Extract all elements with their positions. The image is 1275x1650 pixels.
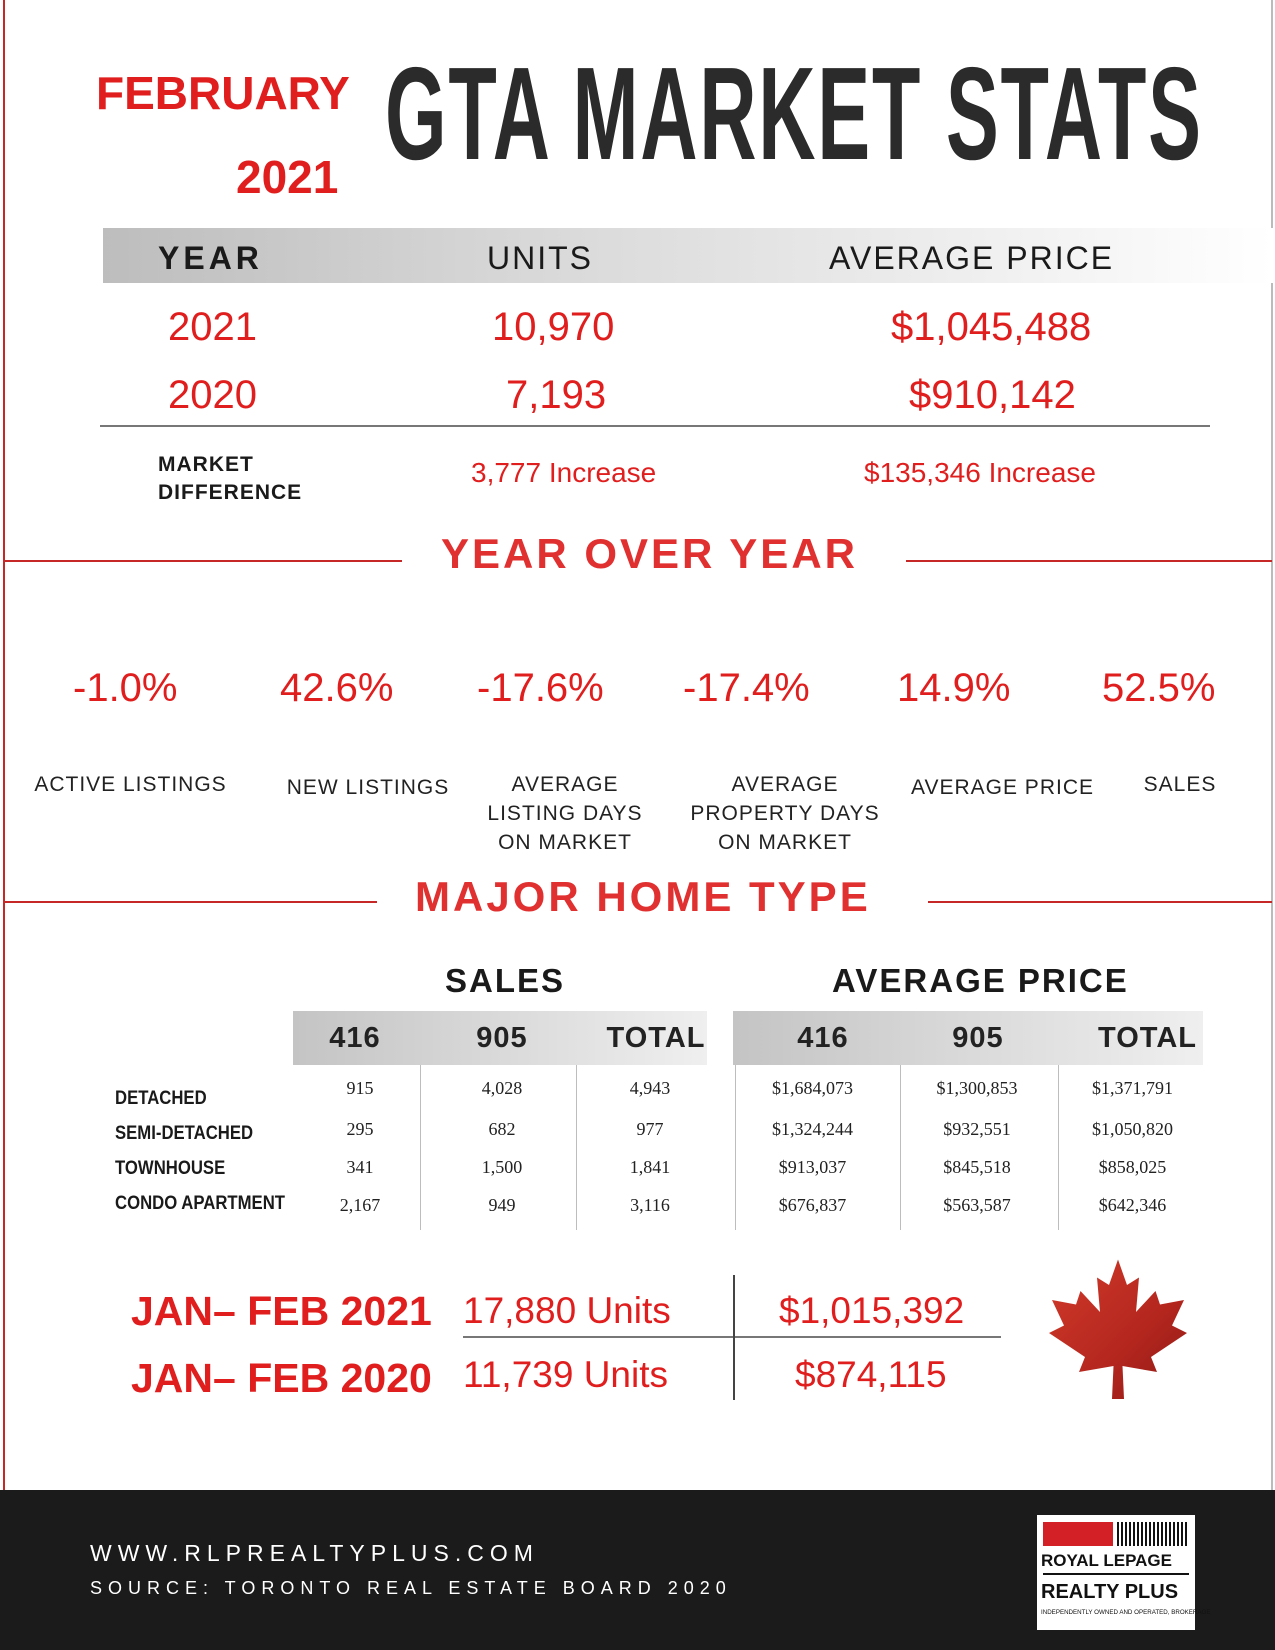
ytd-price-2020: $874,115 [795,1354,947,1395]
yoy-label-listing-days-line3: ON MARKET [498,831,632,854]
townhouse-price-total: $858,025 [1098,1157,1167,1177]
summary-price-2020: $910,142 [909,373,1076,417]
header-month: FEBRUARY [96,67,350,119]
header-year: 2021 [236,151,339,203]
col-divider [1058,1065,1059,1230]
summary-divider [100,425,1210,427]
col-header-year: YEAR [158,240,263,276]
sales-col-416: 416 [329,1022,381,1054]
yoy-label-sales: SALES [1143,773,1217,796]
market-difference-line2: DIFFERENCE [158,481,303,504]
sales-col-total: TOTAL [606,1022,706,1054]
detached-price-905: $1,300,853 [936,1078,1018,1098]
yoy-label-listing-days-line2: LISTING DAYS [487,802,643,825]
footer-source: SOURCE: TORONTO REAL ESTATE BOARD 2020 [90,1578,732,1598]
townhouse-sales-416: 341 [346,1157,374,1177]
townhouse-price-905: $845,518 [943,1157,1011,1177]
detached-sales-416: 915 [346,1078,374,1098]
logo-text-royal-lepage: ROYAL LEPAGE [1041,1551,1172,1570]
price-group-label: AVERAGE PRICE [832,962,1129,999]
row-label-condo-apartment: CONDO APARTMENT [115,1193,285,1214]
yoy-label-new-listings: NEW LISTINGS [286,776,450,799]
semi-price-total: $1,050,820 [1092,1119,1173,1139]
difference-price: $135,346 Increase [864,457,1096,488]
semi-sales-416: 295 [346,1119,374,1139]
yoy-label-property-days-line1: AVERAGE [731,773,839,796]
semi-sales-905: 682 [488,1119,516,1139]
sales-col-905: 905 [476,1022,528,1054]
row-label-townhouse: TOWNHOUSE [115,1158,226,1179]
row-label-semi-detached: SEMI-DETACHED [115,1123,254,1144]
summary-price-2021: $1,045,488 [891,305,1092,349]
yoy-label-property-days [680,770,890,857]
yoy-label-active-listings: ACTIVE LISTINGS [34,773,227,796]
col-divider [735,1065,736,1230]
home-type-rule-right [928,901,1272,903]
yoy-value-listing-days: -17.6% [477,666,604,710]
ytd-label-2021: JAN– FEB 2021 [131,1288,432,1334]
row-label-detached: DETACHED [115,1088,207,1109]
price-col-total: TOTAL [1098,1022,1197,1054]
logo-tagline: INDEPENDENTLY OWNED AND OPERATED, BROKERAGE [1041,1609,1211,1616]
logo-red-block [1043,1522,1113,1546]
yoy-label-listing-days [470,770,660,857]
col-header-units: UNITS [487,240,593,276]
market-difference-line1: MARKET [158,453,254,476]
price-col-905: 905 [952,1022,1004,1054]
detached-price-total: $1,371,791 [1092,1078,1173,1098]
townhouse-price-416: $913,037 [778,1157,847,1177]
ytd-price-2021: $1,015,392 [779,1290,965,1331]
condo-sales-416: 2,167 [339,1195,381,1215]
ytd-units-2021: 17,880 Units [463,1290,671,1331]
summary-year-2021: 2021 [168,305,257,349]
market-difference-label [158,451,302,507]
condo-price-905: $563,587 [943,1195,1011,1215]
maple-leaf-icon [1043,1255,1193,1405]
yoy-value-property-days: -17.4% [683,666,810,710]
yoy-value-sales: 52.5% [1102,666,1216,710]
ytd-divider-horizontal [463,1336,1001,1338]
yoy-label-average-price: AVERAGE PRICE [911,776,1094,799]
footer-website[interactable]: WWW.RLPREALTYPLUS.COM [90,1540,539,1566]
price-col-416: 416 [797,1022,849,1054]
col-header-average-price: AVERAGE PRICE [829,240,1115,276]
semi-sales-total: 977 [636,1119,664,1139]
col-divider [420,1065,421,1230]
yoy-value-average-price: 14.9% [897,666,1011,710]
townhouse-sales-total: 1,841 [629,1157,671,1177]
royal-lepage-logo [1037,1515,1211,1630]
sales-group-label: SALES [445,962,566,999]
detached-sales-total: 4,943 [629,1078,671,1098]
yoy-rule-right [906,560,1272,562]
right-border [1271,0,1273,1490]
home-type-section-title: MAJOR HOME TYPE [415,873,871,920]
yoy-label-property-days-line2: PROPERTY DAYS [690,802,880,825]
condo-sales-905: 949 [488,1195,516,1215]
col-divider [900,1065,901,1230]
semi-price-905: $932,551 [943,1119,1011,1139]
detached-price-416: $1,684,073 [772,1078,853,1098]
condo-price-total: $642,346 [1098,1195,1167,1215]
logo-text-realty-plus: REALTY PLUS [1041,1581,1179,1603]
ytd-label-2020: JAN– FEB 2020 [131,1355,432,1401]
yoy-label-listing-days-line1: AVERAGE [511,773,619,796]
semi-price-416: $1,324,244 [772,1119,853,1139]
page-title: GTA MARKET STATS [385,40,1203,187]
ytd-divider-vertical [733,1275,735,1400]
difference-units: 3,777 Increase [471,457,657,488]
ytd-units-2020: 11,739 Units [463,1354,668,1395]
home-type-rule-left [5,901,377,903]
summary-year-2020: 2020 [168,373,257,417]
yoy-label-property-days-line3: ON MARKET [718,831,852,854]
townhouse-sales-905: 1,500 [481,1157,523,1177]
yoy-rule-left [5,560,402,562]
condo-sales-total: 3,116 [630,1195,670,1215]
summary-units-2020: 7,193 [506,373,607,417]
yoy-section-title: YEAR OVER YEAR [441,530,858,577]
col-divider [576,1065,577,1230]
summary-units-2021: 10,970 [492,305,615,349]
yoy-value-new-listings: 42.6% [280,666,394,710]
detached-sales-905: 4,028 [481,1078,523,1098]
logo-barcode [1117,1522,1189,1546]
condo-price-416: $676,837 [778,1195,847,1215]
yoy-value-active-listings: -1.0% [73,666,178,710]
left-border [3,0,5,1490]
logo-rule [1043,1573,1189,1575]
